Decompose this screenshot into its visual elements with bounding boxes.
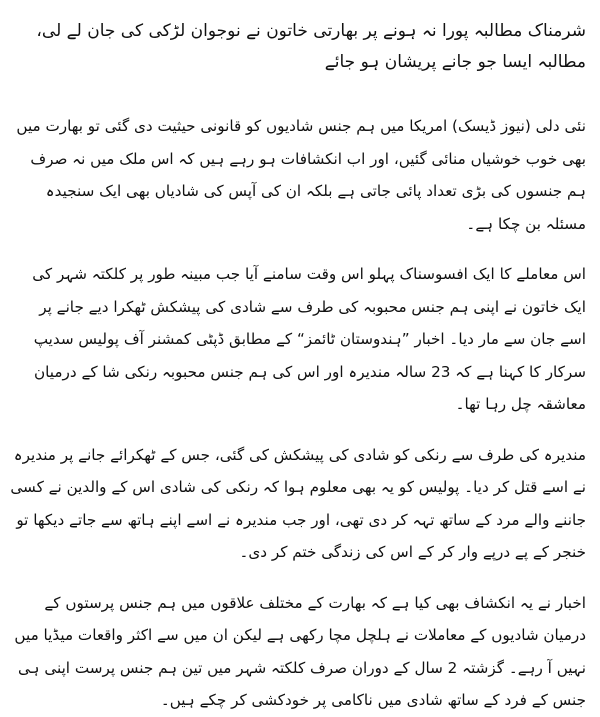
article-headline: شرمناک مطالبہ پورا نہ ہونے پر بھارتی خاتون نے نوجوان لڑکی کی جان لے لی، مطالبہ ایسا جو جانے پریشان ہو جائے [36,21,586,72]
article-paragraph-4: اخبار نے یہ انکشاف بھی کیا ہے کہ بھارت کے مختلف علاقوں میں ہم جنس پرستوں کے درمیان شادیوں کے معاملات نے ہلچل مچا رکھی ہے لیکن ان میں سے اکثر واقعات میڈیا میں نہیں آ رہے۔ گزشتہ 2 سال کے دوران صرف کلکتہ شہر میں تین ہم جنس پرست اپنی ہی جنس کے فرد کے ساتھ شادی میں ناکامی پر خودکشی کر چکے ہیں۔ [14,593,586,709]
article-paragraph-3: مندیرہ کی طرف سے رنکی کو شادی کی پیشکش کی گئی، جس کے ٹھکرائے جانے پر مندیرہ نے اسے قتل کر دیا۔ پولیس کو یہ بھی معلوم ہوا کہ رنکی کی شادی اس کے والدین نے کسی جاننے والے مرد کے ساتھ تہہ کر دی تھی، اور جب مندیرہ نے اسے اپنے ہاتھ سے جاتے دیکھا تو خنجر کے پے درپے وار کر کے اس کی زندگی ختم کر دی۔ [10,445,586,561]
article-paragraph-1: نئی دلی (نیوز ڈیسک) امریکا میں ہم جنس شادیوں کو قانونی حیثیت دی گئی تو بھارت میں بھی خوب خوشیاں منائی گئیں، اور اب انکشافات ہو رہے ہیں کہ اس ملک میں نہ صرف ہم جنسوں کی بڑی تعداد پائی جاتی ہے بلکہ ان کی آپس کی شادیاں بھی ایک سنجیدہ مسئلہ بن چکا ہے۔ [16,117,586,233]
article-paragraph-2: اس معاملے کا ایک افسوسناک پہلو اس وقت سامنے آیا جب مبینہ طور پر کلکتہ شہر کی ایک خاتون نے اپنی ہم جنس محبوبہ کی طرف سے شادی کی پیشکش ٹھکرا دیے جانے پر اسے جان سے مار دیا۔ اخبار ”ہندوستان ٹائمز“ کے مطابق ڈپٹی کمشنر آف پولیس سدیپ سرکار کا کہنا ہے کہ 23 سالہ مندیرہ اور اس کی ہم جنس محبوبہ رنکی شا کے درمیان معاشقہ چل رہا تھا۔ [32,265,586,413]
